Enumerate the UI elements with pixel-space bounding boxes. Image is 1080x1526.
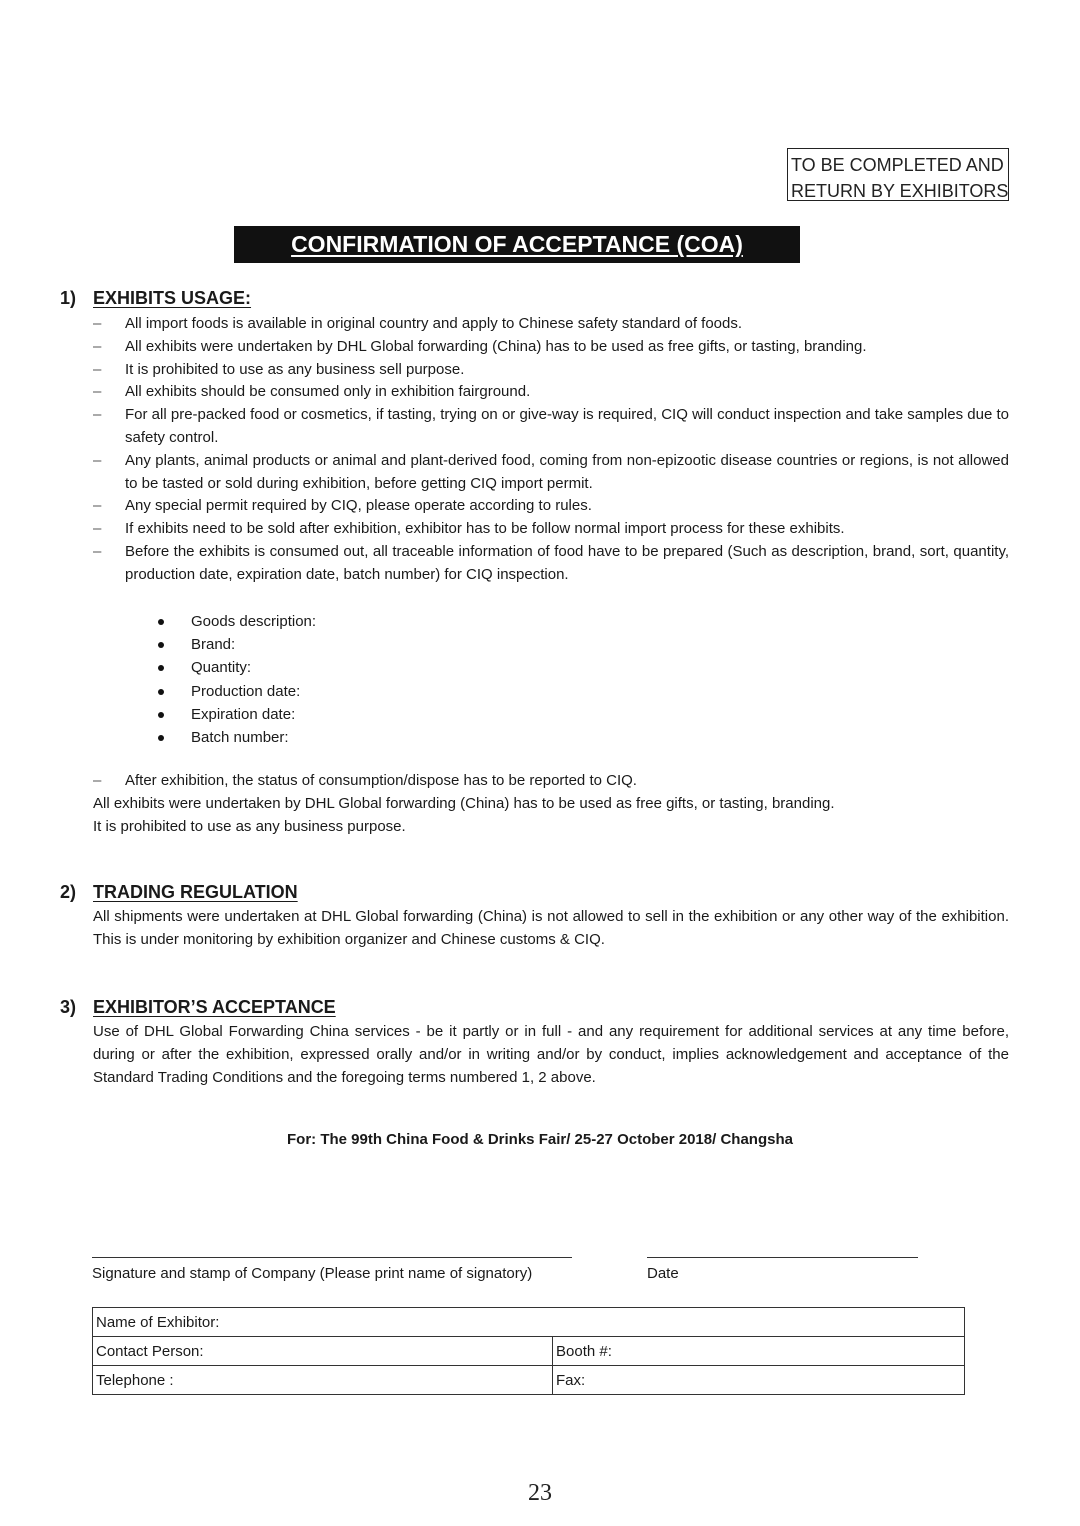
bullet-icon (158, 665, 164, 671)
dash-marker: – (93, 406, 102, 424)
dash-marker: – (93, 542, 102, 560)
date-line[interactable] (647, 1257, 918, 1258)
table-row (93, 1337, 965, 1366)
dash-marker: – (93, 337, 102, 355)
list-item: – Any special permit required by CIQ, please operate according to rules. (93, 495, 1009, 518)
dash-marker: – (93, 772, 102, 789)
return-instruction-line-1: TO BE COMPLETED AND (791, 155, 1004, 175)
list-item: – All exhibits should be consumed only in exhibition fairground. (93, 381, 1009, 404)
bullet-icon (158, 619, 164, 625)
bullet-icon (158, 712, 164, 718)
dash-marker: – (93, 451, 102, 469)
list-item: Goods description: (158, 610, 316, 633)
bullet-icon (158, 689, 164, 695)
after-exhibition-list (93, 770, 1009, 793)
list-item: – Before the exhibits is consumed out, all traceable information of food have to be prepared (Such as description, brand, sort, quantity, production date, expiration date, batch number) for CIQ inspection. (93, 542, 1009, 583)
section-1-title: EXHIBITS USAGE: (93, 288, 252, 308)
contact-person-field[interactable] (93, 1337, 553, 1366)
booth-label: Booth #: (556, 1342, 612, 1360)
telephone-field[interactable] (93, 1366, 553, 1395)
dash-marker: – (93, 520, 102, 538)
signature-line[interactable] (92, 1257, 572, 1258)
list-item: – It is prohibited to use as any business sell purpose. (93, 359, 1009, 382)
exhibitor-info-table (92, 1307, 965, 1395)
exhibitor-name-label: Name of Exhibitor: (96, 1313, 220, 1331)
list-item: Quantity: (158, 656, 316, 679)
exhibitor-name-field[interactable] (93, 1308, 965, 1337)
list-item: Batch number: (158, 726, 316, 749)
list-item: – All exhibits were undertaken by DHL Global forwarding (China) has to be used as free gifts, or tasting, branding. (93, 336, 1009, 359)
fax-field[interactable] (553, 1366, 965, 1395)
list-item: – If exhibits need to be sold after exhibition, exhibitor has to be follow normal import process for these exhibits. (93, 518, 1009, 541)
telephone-label: Telephone : (96, 1371, 174, 1389)
list-item: – After exhibition, the status of consumption/dispose has to be reported to CIQ. (93, 770, 1009, 793)
return-instruction-box (787, 148, 1009, 201)
section-1-number: 1) (60, 288, 77, 308)
traceable-info-list (158, 610, 316, 749)
booth-field[interactable] (553, 1337, 965, 1366)
list-item: – For all pre-packed food or cosmetics, if tasting, trying on or give-way is required, CIQ will conduct inspection and take samples due to safety control. (93, 406, 1009, 446)
contact-person-label: Contact Person: (96, 1342, 204, 1360)
list-item: Brand: (158, 633, 316, 656)
list-item: Expiration date: (158, 703, 316, 726)
exhibitor-acceptance-text: Use of DHL Global Forwarding China services - be it partly or in full - and any requirement for additional services at any time before, during or after the exhibition, expressed orally and/or in writing and/or by conduct, implies acknowledgement and acceptance of the Standard Trading Conditions and the foregoing terms numbered 1, 2 above. (93, 1023, 1009, 1086)
return-instruction-line-2: RETURN BY EXHIBITORS (791, 181, 1009, 201)
section-3-number: 3) (60, 997, 77, 1017)
dash-marker: – (93, 383, 102, 401)
exhibits-note-2: It is prohibited to use as any business purpose. (93, 818, 406, 835)
bullet-icon (158, 642, 164, 648)
page-number: 23 (528, 1480, 552, 1506)
exhibits-note-1: All exhibits were undertaken by DHL Global forwarding (China) has to be used as free gifts, or tasting, branding. (93, 795, 835, 812)
list-item: Production date: (158, 680, 316, 703)
list-item: – Any plants, animal products or animal and plant-derived food, coming from non-epizootic disease countries or regions, is not allowed to be tasted or sold during exhibition, before getting CIQ import permit. (93, 451, 1009, 492)
list-item: – All import foods is available in original country and apply to Chinese safety standard of foods. (93, 313, 1009, 336)
trading-regulation-text: All shipments were undertaken at DHL Global forwarding (China) is not allowed to sell in the exhibition or any other way of the exhibition. This is under monitoring by exhibition organizer and Chinese customs & CIQ. (93, 908, 1009, 948)
dash-marker: – (93, 360, 102, 378)
dash-marker: – (93, 497, 102, 515)
date-label: Date (647, 1265, 679, 1282)
bullet-icon (158, 735, 164, 741)
section-2-title: TRADING REGULATION (93, 882, 298, 902)
fair-details: For: The 99th China Food & Drinks Fair/ 25-27 October 2018/ Changsha (287, 1131, 793, 1148)
fax-label: Fax: (556, 1371, 586, 1389)
table-row (93, 1308, 965, 1337)
signature-label: Signature and stamp of Company (Please print name of signatory) (92, 1265, 533, 1282)
section-3-title: EXHIBITOR’S ACCEPTANCE (93, 997, 336, 1017)
dash-marker: – (93, 315, 102, 332)
document-title: CONFIRMATION OF ACCEPTANCE (COA) (291, 231, 743, 257)
exhibits-usage-list (93, 313, 1009, 587)
table-row (93, 1366, 965, 1395)
document-title-bar (234, 226, 800, 263)
section-2-number: 2) (60, 882, 77, 902)
